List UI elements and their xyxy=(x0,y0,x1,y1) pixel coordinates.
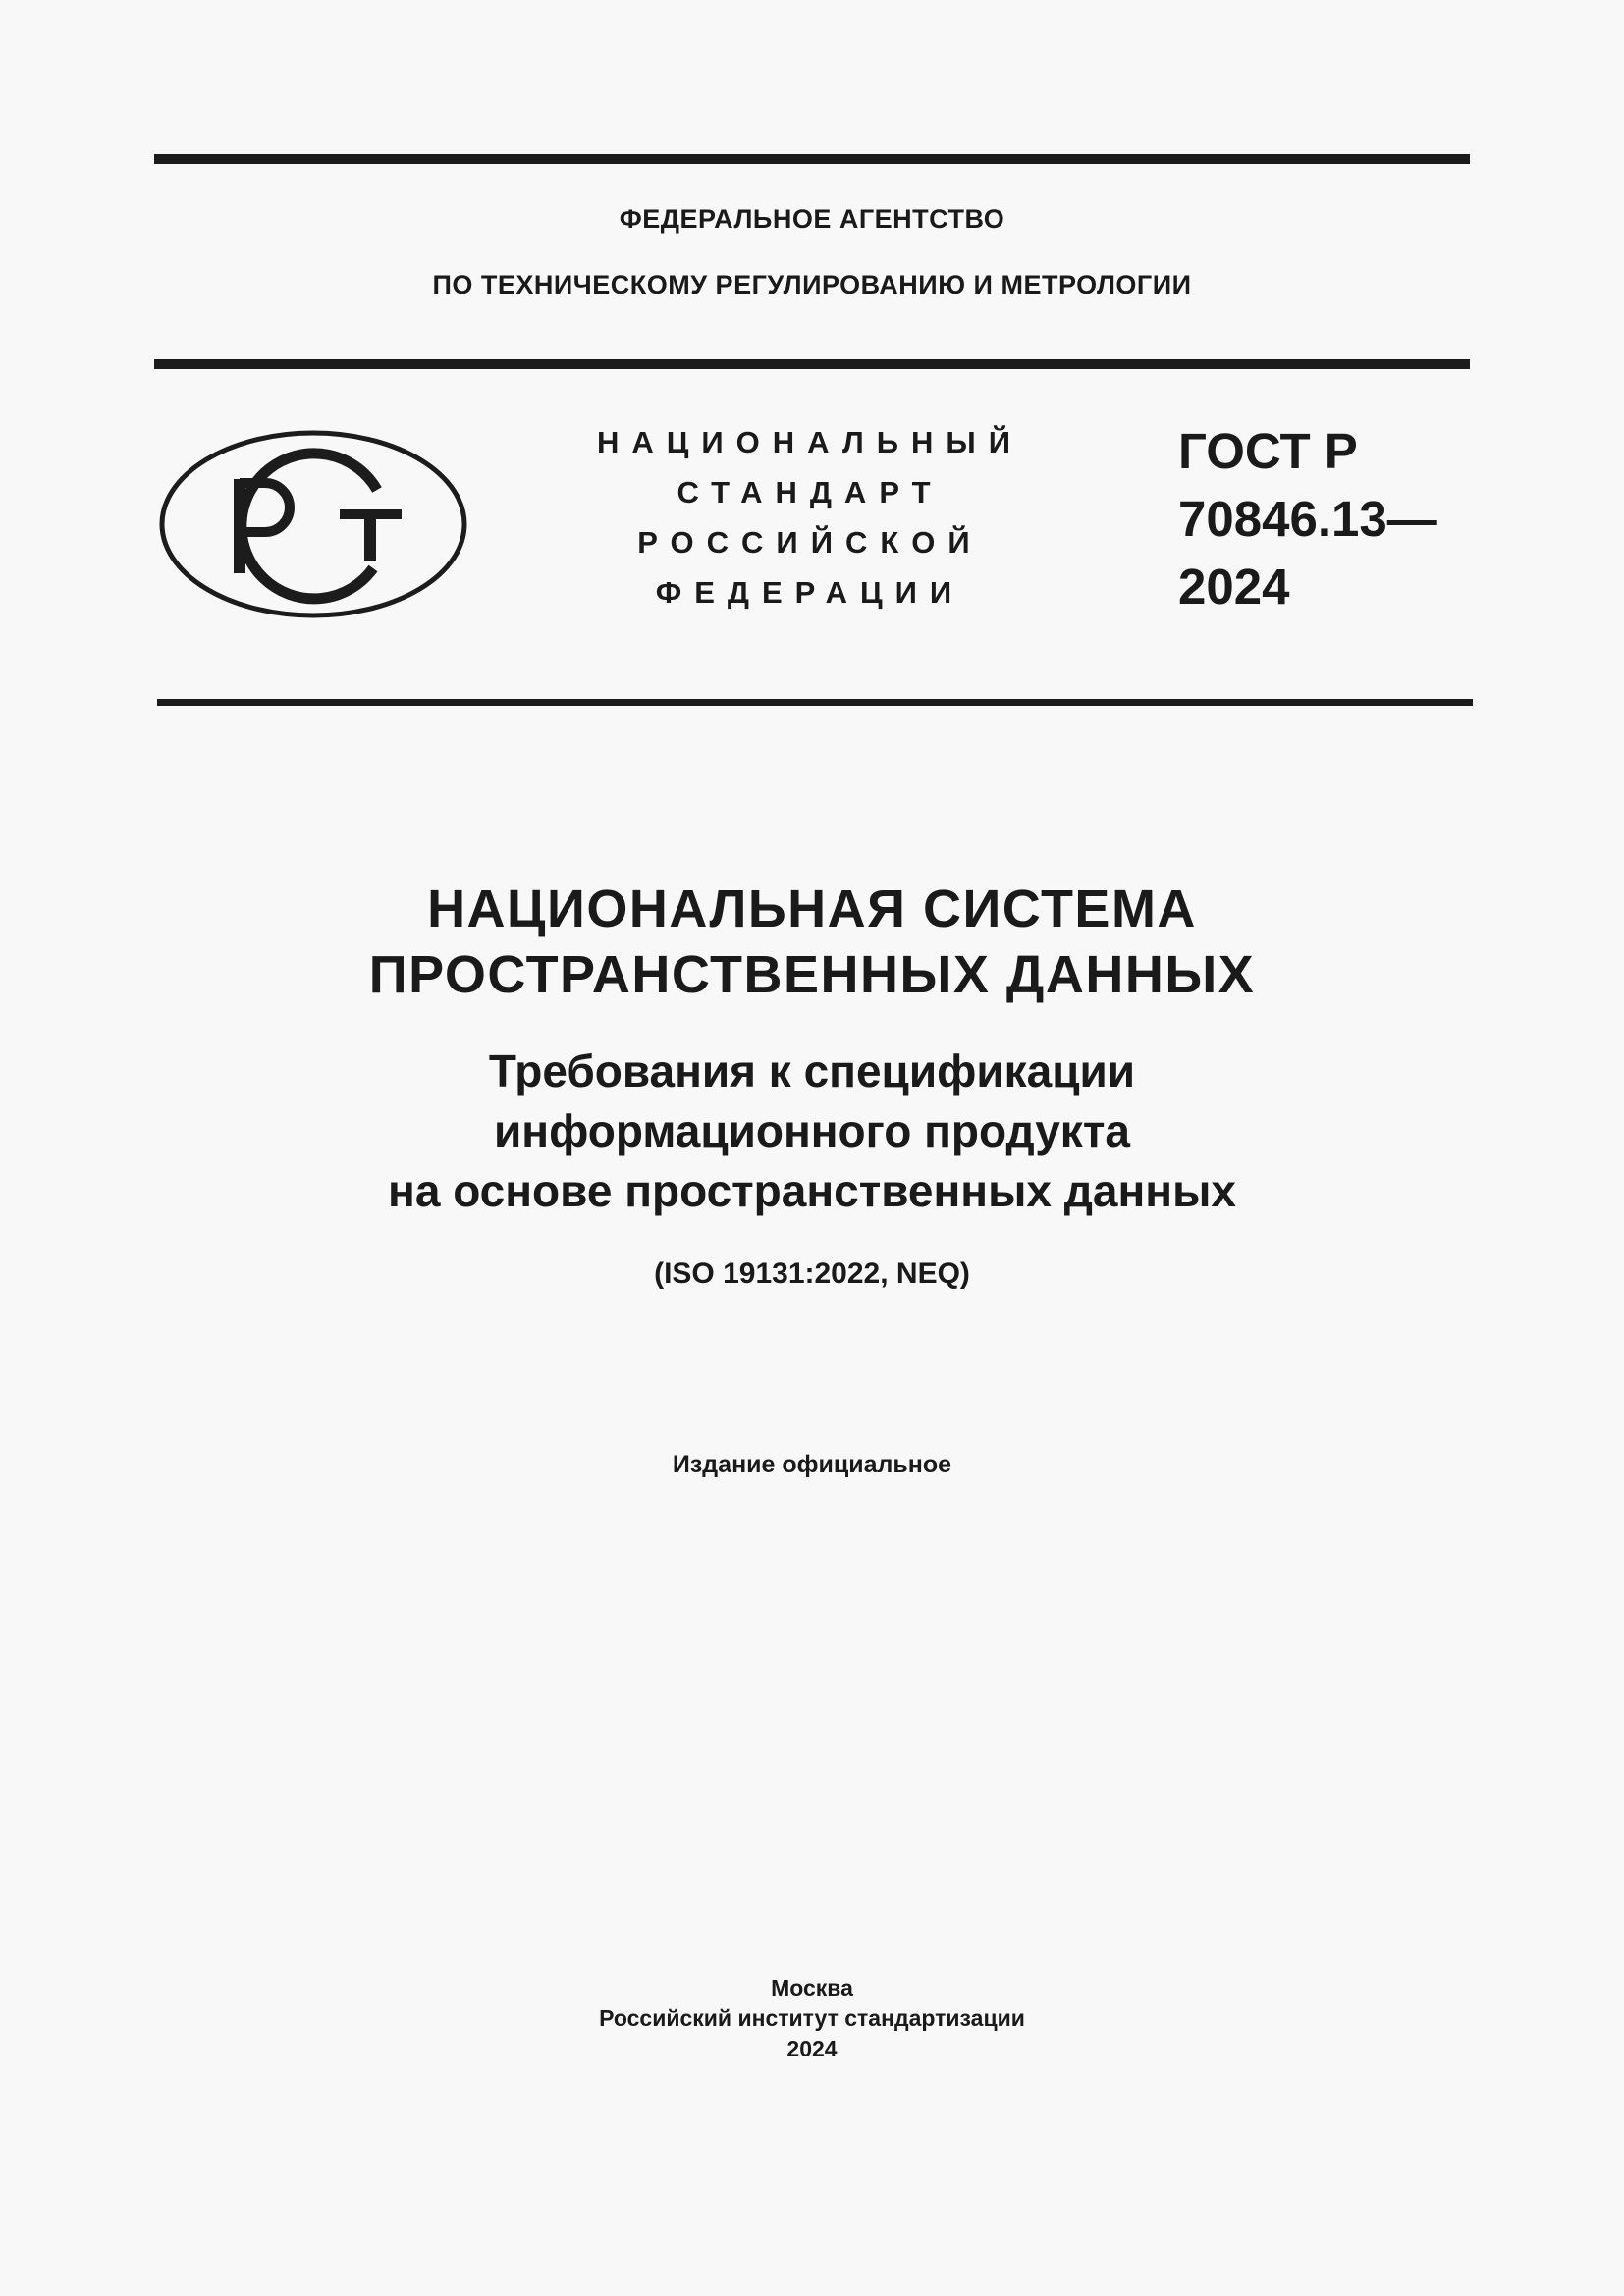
standard-designation xyxy=(1178,417,1532,620)
subtitle-line1: Требования к спецификации xyxy=(488,1045,1136,1096)
subtitle-line3: на основе пространственных данных xyxy=(388,1165,1236,1216)
header-rule xyxy=(154,359,1470,369)
document-subtitle xyxy=(0,1041,1624,1221)
title-line2: ПРОСТРАНСТВЕННЫХ ДАННЫХ xyxy=(368,945,1256,1004)
standard-type-label xyxy=(550,417,1070,617)
standard-type-line4: ФЕДЕРАЦИИ xyxy=(655,575,965,610)
designation-line2: 70846.13— xyxy=(1178,491,1437,547)
standard-type-line2: СТАНДАРТ xyxy=(677,475,944,509)
standard-type-line3: РОССИЙСКОЙ xyxy=(637,525,983,560)
publisher-block xyxy=(0,1973,1624,2064)
masthead-rule xyxy=(157,699,1473,706)
document-title xyxy=(0,877,1624,1008)
standard-type-line1: НАЦИОНАЛЬНЫЙ xyxy=(596,425,1024,459)
agency-name-line2: ПО ТЕХНИЧЕСКОМУ РЕГУЛИРОВАНИЮ И МЕТРОЛОГИИ xyxy=(432,270,1192,299)
agency-name-line1: ФЕДЕРАЛЬНОЕ АГЕНТСТВО xyxy=(619,204,1005,234)
rst-certification-mark-icon xyxy=(157,428,469,620)
designation-line3: 2024 xyxy=(1178,559,1290,614)
designation-line1: ГОСТ Р xyxy=(1178,423,1358,479)
publisher-city: Москва xyxy=(771,1975,853,2001)
edition-label: Издание официальное xyxy=(672,1451,952,1478)
iso-reference: (ISO 19131:2022, NEQ) xyxy=(654,1257,970,1290)
title-line1: НАЦИОНАЛЬНАЯ СИСТЕМА xyxy=(427,880,1197,938)
subtitle-line2: информационного продукта xyxy=(494,1105,1130,1156)
publisher-year: 2024 xyxy=(786,2036,838,2061)
publisher-organization: Российский институт стандартизации xyxy=(599,2005,1025,2031)
top-rule xyxy=(154,154,1470,164)
